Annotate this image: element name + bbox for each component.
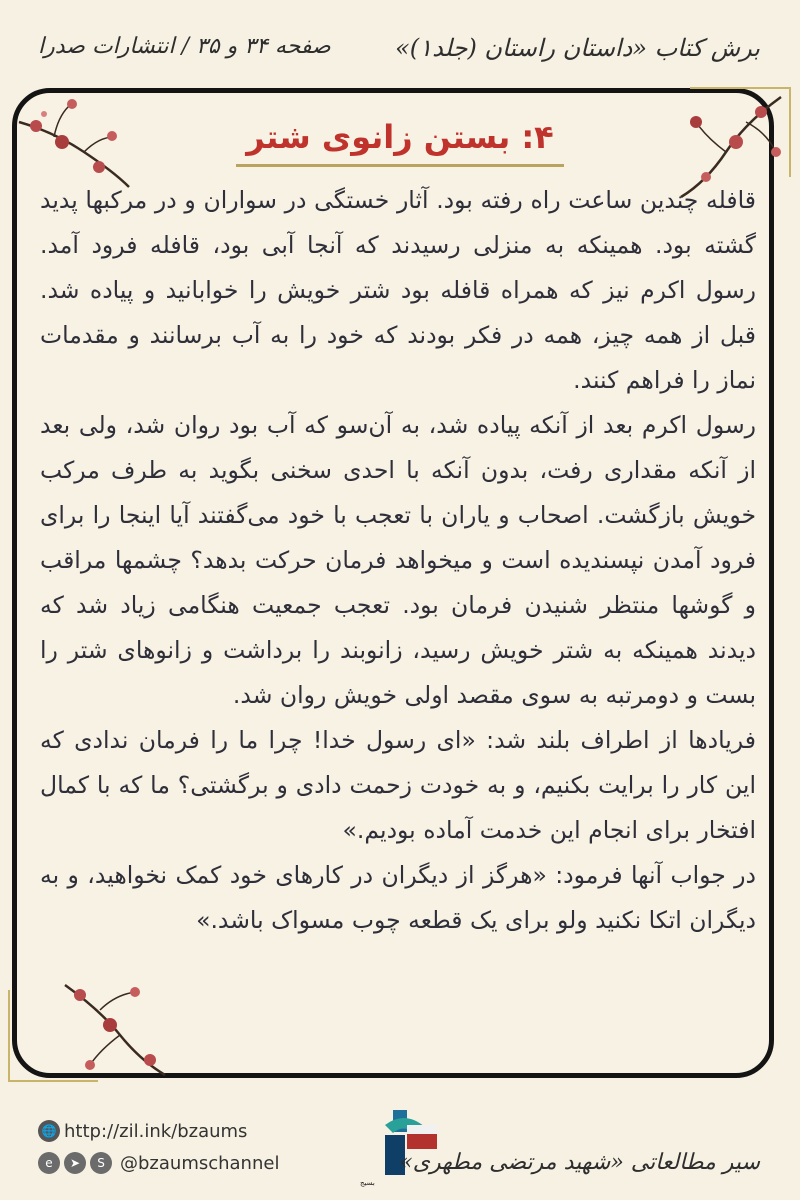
paragraph-3: فریادها از اطراف بلند شد: «ای رسول خدا! چرا ما را فرمان ندادی که این کار را برایت بکنیم، و به خودت زحمت دادی و برگشتی؟ ما که با کمال افتخار برای انجام این خدمت آماده بودیم.» [40, 726, 756, 844]
soroush-icon[interactable]: S [90, 1152, 112, 1174]
paragraph-4: در جواب آنها فرمود: «هرگز از دیگران در کارهای خود کمک نخواهید، و به دیگران اتکا نکنید ولو برای یک قطعه چوب مسواک باشد.» [40, 861, 756, 934]
article-body [40, 178, 756, 1058]
title-wrap [0, 118, 800, 167]
logo-caption: بسیج [360, 1179, 375, 1187]
channel-handle[interactable]: @bzaumschannel [120, 1152, 280, 1174]
eitaa-icon[interactable]: e [38, 1152, 60, 1174]
paragraph-2: رسول اکرم بعد از آنکه پیاده شد، به آن‌سو که آب بود روان شد، ولی بعد از آنکه مقداری رفت، بدون آنکه با احدی سخنی بگوید به طرف مرکب خویش بازگشت. اصحاب و یاران با تعجب با خود می‌گفتند آیا اینجا را برای فرود آمدن نپسندیده است و میخواهد فرمان حرکت بدهد؟ چشمها مراقب و گوشها منتظر شنیدن فرمان بود. تعجب جمعیت هنگامی زیاد شد که دیدند همینکه به شتر خویش رسید، زانوبند را برداشت و زانوهای شتر را بست و دومرتبه به سوی مقصد اولی خویش روان شد. [40, 411, 756, 709]
globe-icon: 🌐 [38, 1120, 60, 1142]
source-label: صفحه ۳۴ و ۳۵ / انتشارات صدرا [38, 34, 331, 59]
accent-line-top-right [690, 87, 790, 89]
handle-row[interactable] [38, 1152, 279, 1174]
telegram-icon[interactable]: ➤ [64, 1152, 86, 1174]
paragraph-1: قافله چندین ساعت راه رفته بود. آثار خستگی در سواران و در مرکبها پدید گشته بود. همینکه به منزلی رسیدند که آنجا آبی بود، قافله فرود آمد. رسول اکرم نیز که همراه قافله بود شتر خویش را خوابانید و پیاده شد. قبل از همه چیز، همه در فکر بودند که خود را به آب برسانند و مقدمات نماز را فراهم کنند. [40, 186, 756, 394]
accent-line-left [8, 990, 10, 1080]
article-title: ۴: بستن زانوی شتر [236, 118, 563, 167]
series-label: سیر مطالعاتی «شهید مرتضی مطهری» [399, 1150, 760, 1175]
page-header [0, 0, 800, 90]
basij-logo [355, 1105, 445, 1190]
accent-line-bottom [8, 1080, 98, 1082]
book-excerpt-label: برش کتاب «داستان راستان (جلد۱)» [395, 34, 760, 62]
website-link[interactable]: http://zil.ink/bzaums [64, 1120, 248, 1142]
link-row[interactable] [38, 1120, 247, 1142]
